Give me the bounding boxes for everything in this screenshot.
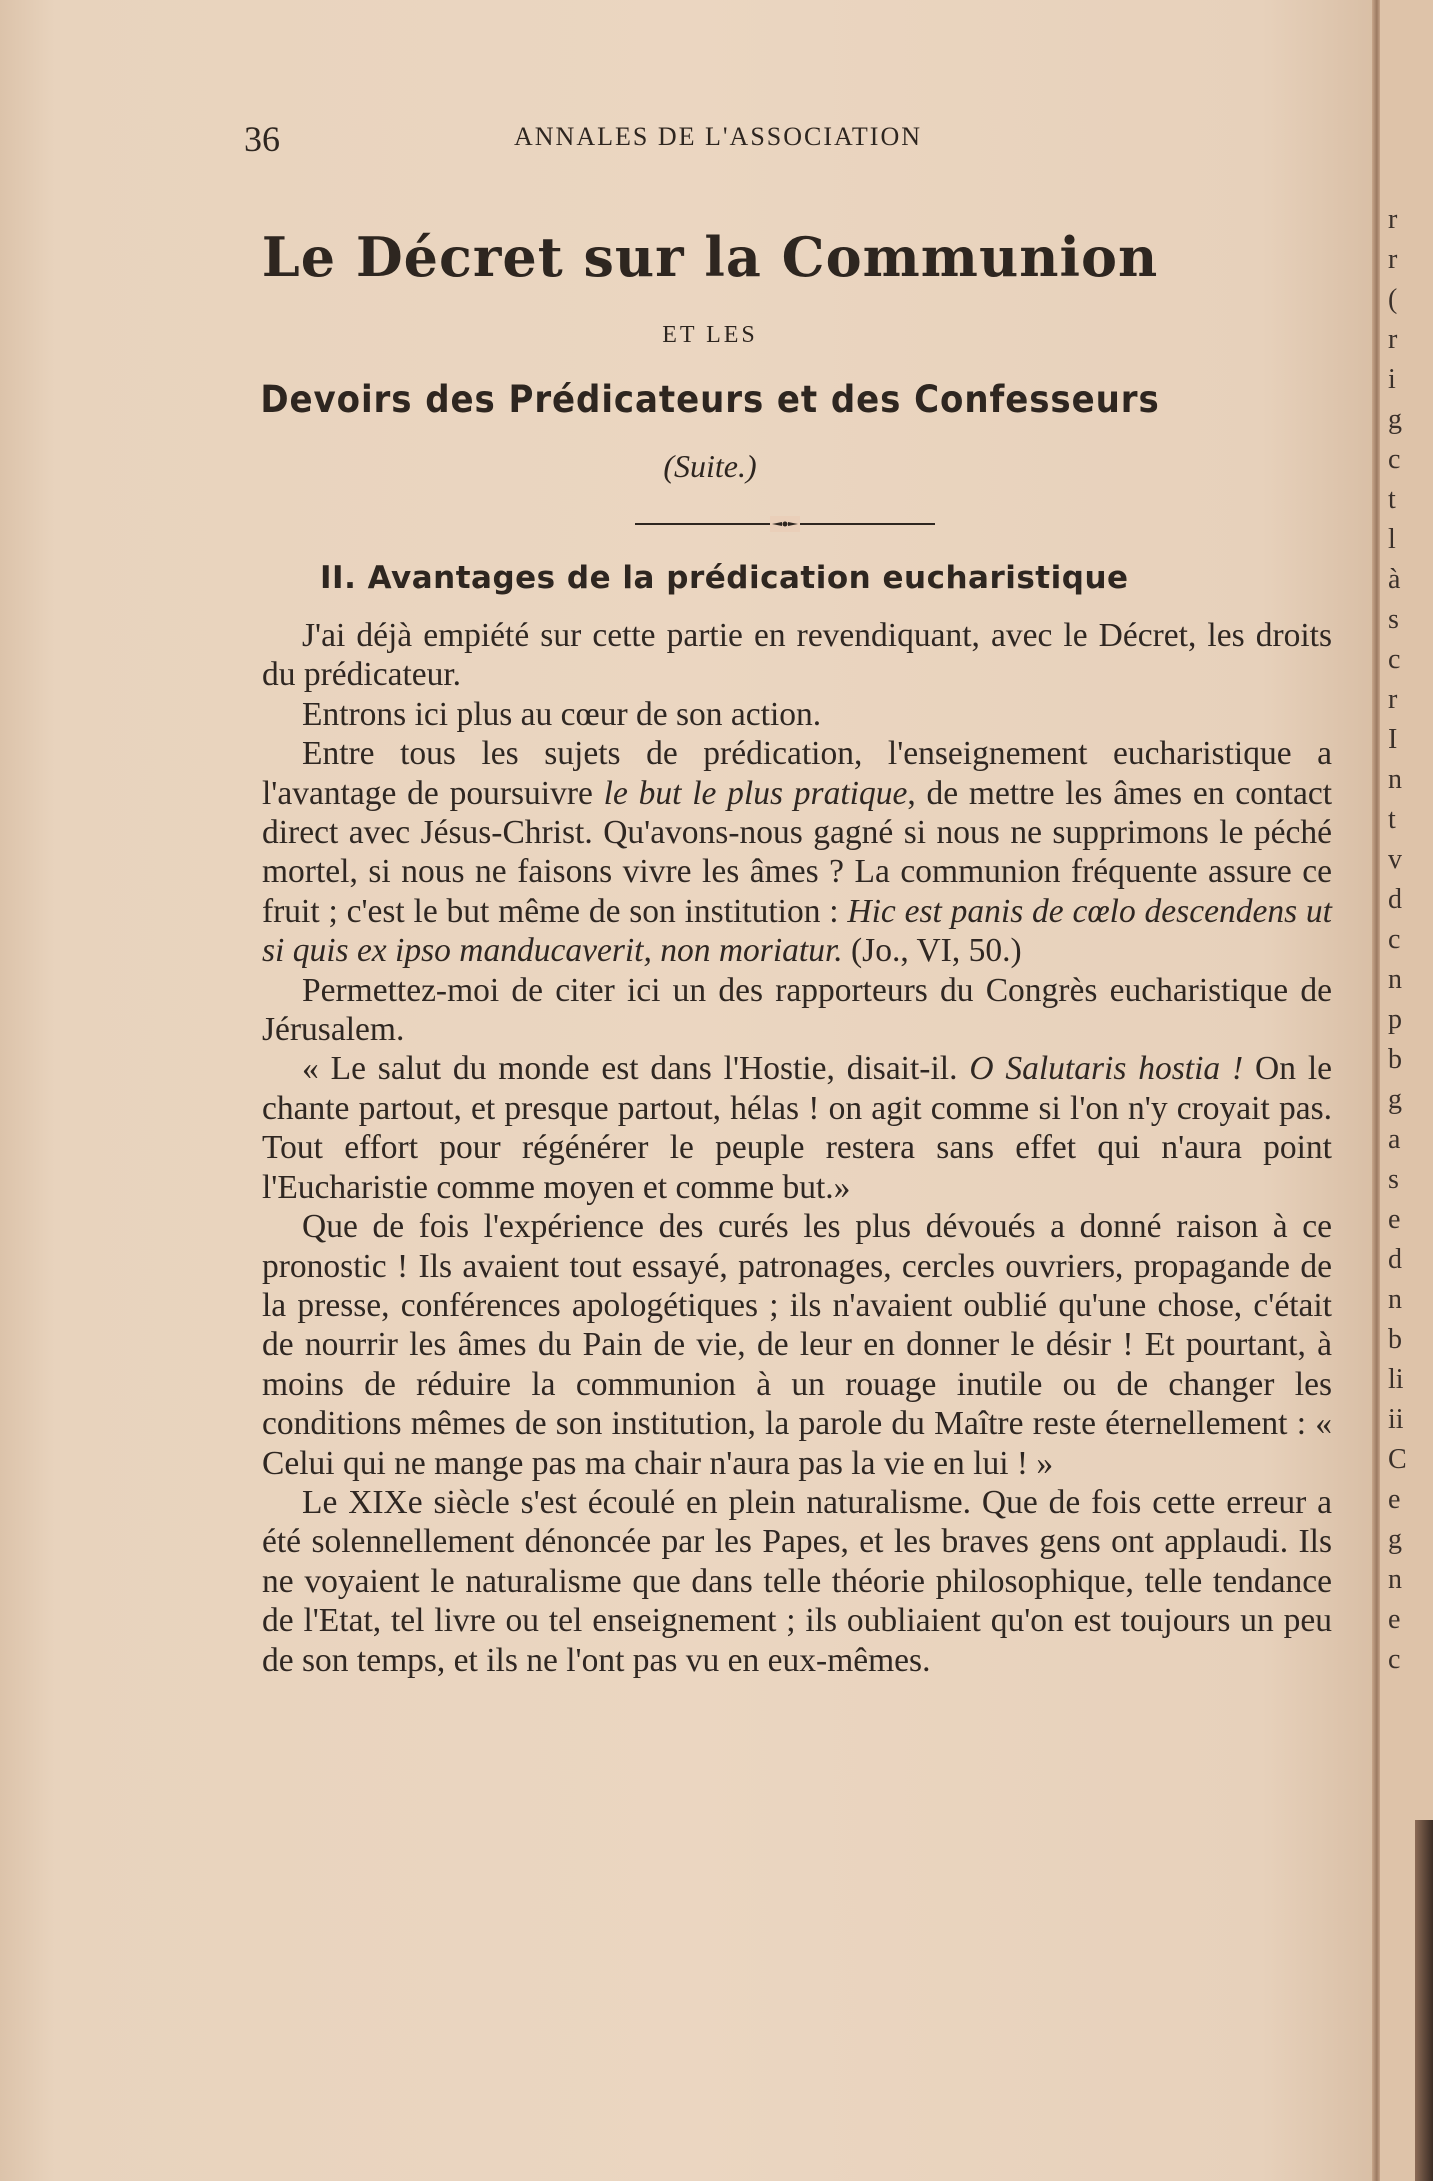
edge-letter: g [1388, 1084, 1402, 1115]
paragraph [262, 1049, 1332, 1207]
edge-letter: g [1388, 1524, 1402, 1555]
edge-letter: n [1388, 964, 1402, 995]
edge-letter: à [1388, 564, 1401, 595]
book-gutter [1372, 0, 1380, 2181]
edge-letter: r [1388, 684, 1398, 715]
edge-letter: i [1388, 364, 1396, 395]
paragraph [262, 734, 1332, 970]
edge-letter: r [1388, 244, 1398, 275]
page-header [244, 118, 1344, 158]
edge-letter: e [1388, 1484, 1401, 1515]
edge-letter: r [1388, 204, 1398, 235]
edge-letter: t [1388, 804, 1396, 835]
edge-letter: c [1388, 444, 1401, 475]
running-head: ANNALES DE L'ASSOCIATION [514, 122, 923, 151]
edge-letter: c [1388, 1644, 1401, 1675]
edge-letter: l [1388, 524, 1396, 555]
edge-letter: e [1388, 1204, 1401, 1235]
citation: (Jo., VI, 50.) [842, 932, 1022, 970]
text-run: , de mettre les âmes en contact direct avec Jésus-Christ. Qu'avons-nous gagné si nous ne supprimons le péché mortel, si nous ne faisons vivre les âmes ? La communion fréquente assure ce fruit ; c'est le but même de son institution : [262, 774, 1332, 930]
edge-letter: b [1388, 1044, 1402, 1075]
page-number: 36 [244, 119, 280, 159]
paragraph: Entrons ici plus au cœur de son action. [302, 695, 822, 733]
edge-letter: ( [1388, 284, 1398, 315]
edge-letter: n [1388, 764, 1402, 795]
italic-run: le but le plus pratique [603, 774, 908, 812]
edge-letter: n [1388, 1564, 1402, 1595]
continuation-note: (Suite.) [663, 448, 757, 484]
edge-letter: C [1388, 1444, 1407, 1475]
edge-letter: v [1388, 844, 1402, 875]
edge-letter: li [1388, 1364, 1404, 1395]
ornament-icon [770, 516, 800, 532]
edge-letter: r [1388, 324, 1398, 355]
latin-quote: Hic est panis de cœlo descendens ut si quis ex ipso manducaverit, non moriatur. [262, 892, 1332, 970]
text-run: On le chante partout, et presque partout, hélas ! on agit comme si l'on n'y croyait pas. Tout effort pour régénérer le peuple restera sans effet qui n'aura point l'Eucharistie comme moyen et comme but.» [262, 1050, 1332, 1206]
edge-letter: e [1388, 1604, 1401, 1635]
paragraph: Le XIXe siècle s'est écoulé en plein naturalisme. Que de fois cette erreur a été solennellement dénoncée par les Papes, et les braves gens ont applaudi. Ils ne voyaient le naturalisme que dans telle théorie philosophique, telle tendance de l'Etat, tel livre ou tel enseignement ; ils oubliaient qu'on est toujours un peu de son temps, et ils ne l'ont pas vu en eux-mêmes. [262, 1483, 1332, 1679]
edge-letters [1388, 200, 1428, 1680]
edge-letter: ii [1388, 1404, 1404, 1435]
article-title: Le Décret sur la Communion [261, 225, 1159, 289]
edge-letter: b [1388, 1324, 1402, 1355]
edge-letter: g [1388, 404, 1402, 435]
latin-quote: O Salutaris hostia ! [969, 1050, 1244, 1088]
edge-letter: d [1388, 884, 1402, 915]
article-subtitle: Devoirs des Prédicateurs et des Confesseurs [260, 378, 1160, 421]
article-body [262, 616, 1332, 1680]
edge-letter: s [1388, 1164, 1399, 1195]
edge-letter: s [1388, 604, 1399, 635]
paragraph: Permettez-moi de citer ici un des rapporteurs du Congrès eucharistique de Jérusalem. [262, 971, 1332, 1049]
edge-letter: d [1388, 1244, 1402, 1275]
subtitle-connector: ET LES [662, 322, 758, 348]
page-edge-shadow [1415, 1820, 1433, 2181]
paragraph: Que de fois l'expérience des curés les plus dévoués a donné raison à ce pronostic ! Ils avaient tout essayé, patronages, cercles ouvriers, propagande de la presse, conférences apologétiques ; ils n'avaient oublié qu'une chose, c'était de nourrir les âmes du Pain de vie, de leur en donner le désir ! Et pourtant, à moins de réduire la communion à un rouage inutile ou de changer les conditions mêmes de son institution, la parole du Maître reste éternellement : « Celui qui ne mange pas ma chair n'aura pas la vie en lui ! » [262, 1208, 1332, 1482]
text-run: « Le salut du monde est dans l'Hostie, disait-il. [302, 1050, 970, 1088]
paragraph: J'ai déjà empiété sur cette partie en revendiquant, avec le Décret, les droits du prédicateur. [262, 617, 1332, 694]
edge-letter: n [1388, 1284, 1402, 1315]
edge-letter: p [1388, 1004, 1402, 1035]
text-run: Entre tous les sujets de prédication, l'enseignement eucharistique a l'avantage de poursuivre [262, 735, 1332, 812]
edge-letter: t [1388, 484, 1396, 515]
edge-letter: c [1388, 924, 1401, 955]
edge-letter: a [1388, 1124, 1401, 1155]
edge-letter: c [1388, 644, 1401, 675]
edge-letter: I [1388, 724, 1398, 755]
section-heading: II. Avantages de la prédication eucharistique [320, 560, 1129, 596]
